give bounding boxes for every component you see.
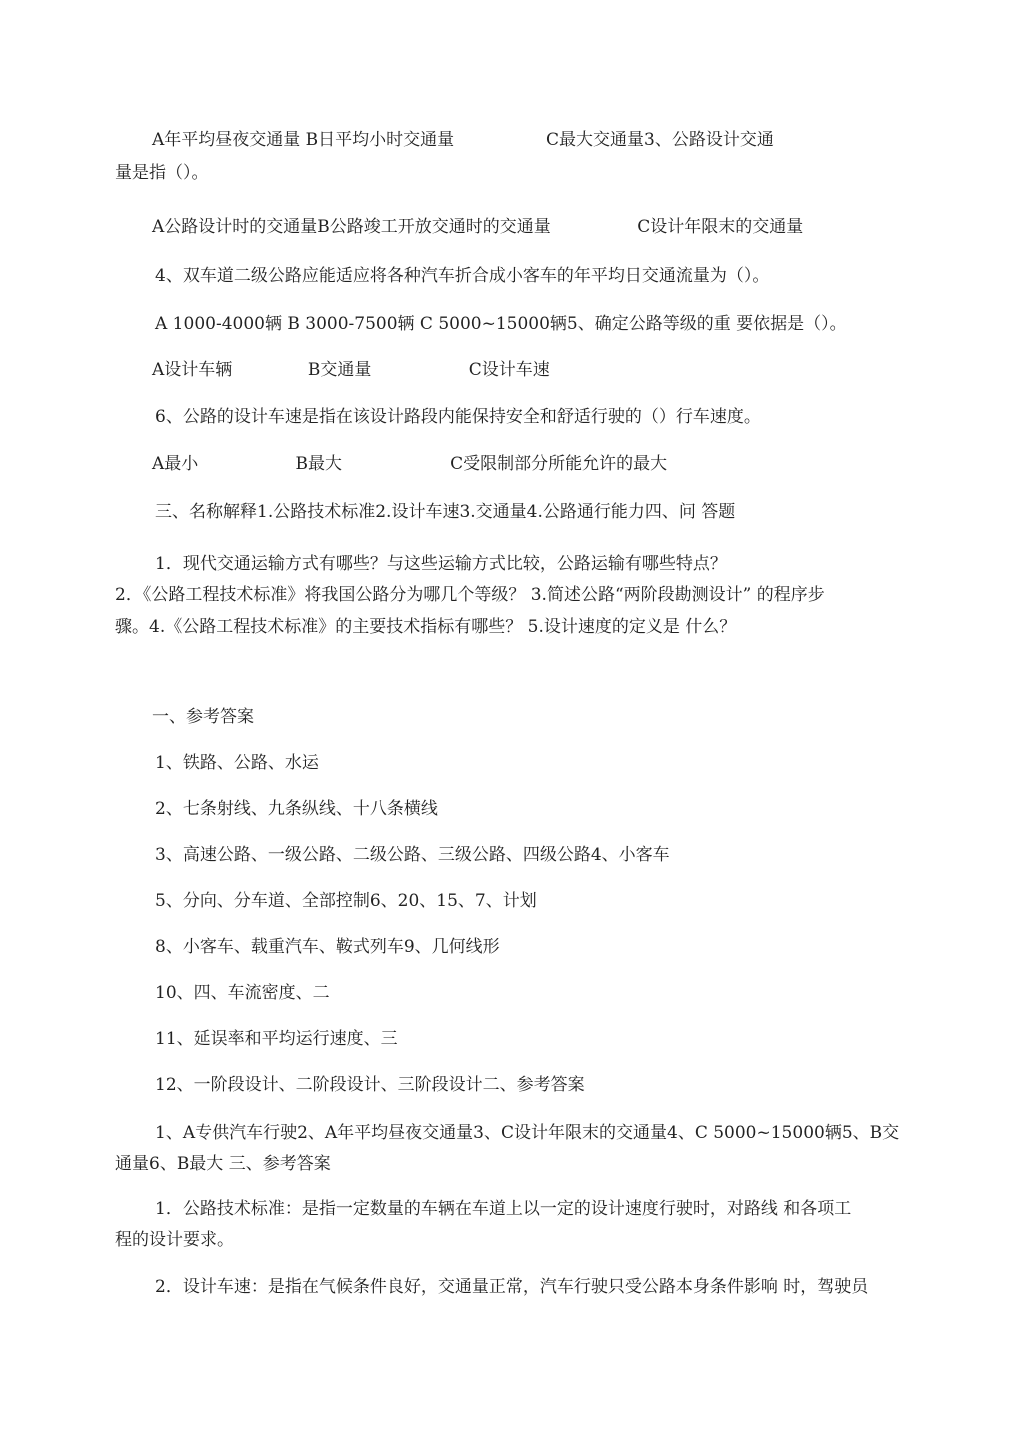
- question-line: 1．现代交通运输方式有哪些？与这些运输方式比较，公路运输有哪些特点？: [155, 554, 727, 574]
- text-line: A公路设计时的交通量B公路竣工开放交通时的交通量 C设计年限末的交通量: [152, 217, 804, 237]
- answer-line: 12、一阶段设计、二阶段设计、三阶段设计二、参考答案: [155, 1075, 585, 1095]
- definition-line: 2．设计车速：是指在气候条件良好，交通量正常，汽车行驶只受公路本身条件影响 时，驾驶员: [155, 1277, 869, 1297]
- text-line: 6、公路的设计车速是指在该设计路段内能保持安全和舒适行驶的（）行车速度。: [155, 407, 761, 427]
- text-line: 量是指（）。: [115, 163, 209, 183]
- section-heading: 三、名称解释1.公路技术标准2.设计车速3.交通量4.公路通行能力四、问 答题: [155, 502, 736, 522]
- text-line: 4、双车道二级公路应能适应将各种汽车折合成小客车的年平均日交通流量为（）。: [155, 266, 770, 286]
- answer-line: 5、分向、分车道、全部控制6、20、15、7、计划: [155, 891, 537, 911]
- answer-line: 1、A专供汽车行驶2、A年平均昼夜交通量3、C设计年限末的交通量4、C 5000~15000辆5、B交: [155, 1123, 900, 1143]
- text-line: A 1000-4000辆 B 3000-7500辆 C 5000~15000辆5、确定公路等级的重 要依据是（）。: [155, 314, 847, 334]
- answer-line: 10、四、车流密度、二: [155, 983, 330, 1003]
- answer-heading: 一、参考答案: [152, 707, 254, 727]
- answer-line: 8、小客车、载重汽车、鞍式列车9、几何线形: [155, 937, 500, 957]
- definition-line: 程的设计要求。: [115, 1230, 234, 1250]
- text-line: A设计车辆 B交通量 C设计车速: [152, 360, 550, 380]
- answer-line: 通量6、B最大 三、参考答案: [115, 1154, 331, 1174]
- question-line: 骤。4.《公路工程技术标准》的主要技术指标有哪些？ 5.设计速度的定义是 什么？: [115, 617, 737, 637]
- definition-line: 1．公路技术标准：是指一定数量的车辆在车道上以一定的设计速度行驶时，对路线 和各项工: [155, 1199, 852, 1219]
- answer-line: 11、延误率和平均运行速度、三: [155, 1029, 398, 1049]
- answer-line: 2、七条射线、九条纵线、十八条横线: [155, 799, 438, 819]
- text-line: A年平均昼夜交通量 B日平均小时交通量 C最大交通量3、公路设计交通: [152, 130, 774, 150]
- question-line: 2．《公路工程技术标准》将我国公路分为哪几个等级？ 3.简述公路“两阶段勘测设计” 的程序步: [115, 585, 825, 605]
- answer-line: 1、铁路、公路、水运: [155, 753, 319, 773]
- text-line: A最小 B最大 C受限制部分所能允许的最大: [152, 454, 668, 474]
- answer-line: 3、高速公路、一级公路、二级公路、三级公路、四级公路4、小客车: [155, 845, 670, 865]
